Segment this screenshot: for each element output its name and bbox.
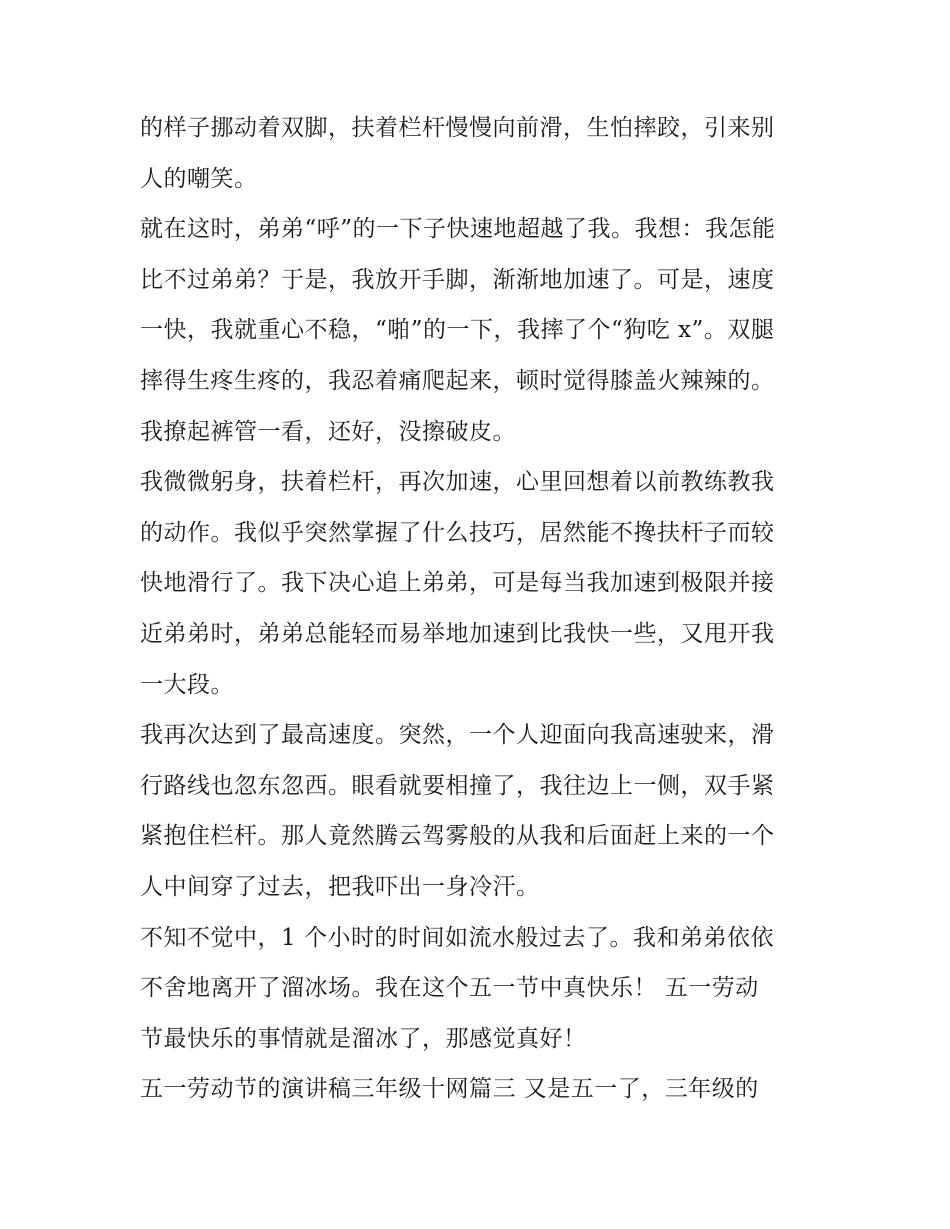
text-line: 摔得生疼生疼的，我忍着痛爬起来，顿时觉得膝盖火辣辣的。	[140, 367, 775, 394]
text-line: 我撩起裤管一看，还好，没擦破皮。	[140, 418, 516, 445]
body-text	[140, 103, 820, 1115]
text-line: 快地滑行了。我下决心追上弟弟，可是每当我加速到极限并接	[140, 570, 775, 597]
text-line: 的动作。我似乎突然掌握了什么技巧，居然能不搀扶杆子而较	[140, 519, 775, 546]
text-line: 近弟弟时，弟弟总能轻而易举地加速到比我快一些，又甩开我	[140, 620, 775, 647]
text-line: 不舍地离开了溜冰场。我在这个五一节中真快乐！ 五一劳动	[140, 975, 759, 1002]
text-line: 紧抱住栏杆。那人竟然腾云驾雾般的从我和后面赶上来的一个	[140, 823, 775, 850]
text-line: 节最快乐的事情就是溜冰了，那感觉真好！	[140, 1025, 587, 1052]
text-line: 人的嘲笑。	[140, 165, 258, 192]
text-line: 比不过弟弟？于是，我放开手脚，渐渐地加速了。可是，速度	[140, 266, 775, 293]
text-line: 行路线也忽东忽西。眼看就要相撞了，我往边上一侧，双手紧	[140, 772, 775, 799]
text-line: 一快，我就重心不稳，“啪”的一下，我摔了个“狗吃 x”。双腿	[140, 317, 775, 344]
text-line: 的样子挪动着双脚，扶着栏杆慢慢向前滑，生怕摔跤，引来别	[140, 115, 775, 141]
text-line: 就在这时，弟弟“呼”的一下子快速地超越了我。我想：我怎能	[140, 216, 776, 243]
text-line: 一大段。	[140, 671, 234, 698]
text-line: 我再次达到了最高速度。突然，一个人迎面向我高速驶来，滑	[140, 722, 775, 749]
text-line: 不知不觉中，1 个小时的时间如流水般过去了。我和弟弟依依	[140, 924, 774, 951]
text-line: 我微微躬身，扶着栏杆，再次加速，心里回想着以前教练教我	[140, 469, 775, 496]
text-line: 五一劳动节的演讲稿三年级十网篇三 又是五一了，三年级的	[140, 1076, 759, 1103]
text-line: 人中间穿了过去，把我吓出一身冷汗。	[140, 873, 540, 900]
